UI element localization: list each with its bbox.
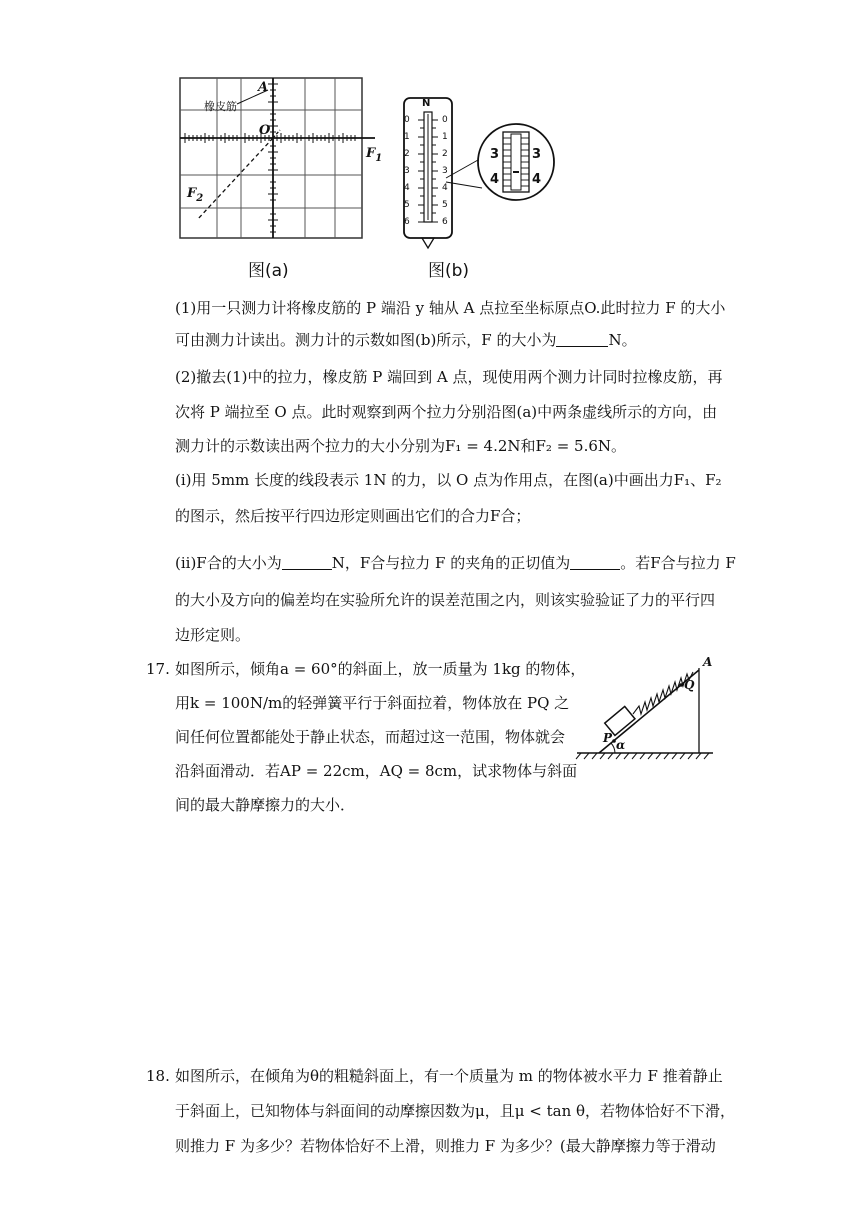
zoom-tick-4-right: 4 (532, 172, 542, 187)
q18-line1: 如图所示，在倾角为θ的粗糙斜面上，有一个质量为 m 的物体被水平力 F 推着静止 (175, 1067, 723, 1085)
rubber-band-label: 橡皮筋 (204, 100, 237, 113)
q16-part-i-line2: 的图示，然后按平行四边形定则画出它们的合力F合； (175, 507, 531, 525)
figure-a-grid (175, 70, 390, 245)
q17-line3: 间任何位置都能处于静止状态，而超过这一范围，物体就会 (175, 728, 566, 746)
q16-part-ii-line1: (ii)F合的大小为 N，F合与拉力 F 的夹角的正切值为 。若F合与拉力 F (175, 554, 736, 572)
q16-part1-line1: (1)用一只测力计将橡皮筋的 P 端沿 y 轴从 A 点拉至坐标原点O.此时拉力 F 的大小 (175, 299, 726, 317)
zoom-tick-3-left: 3 (490, 147, 500, 162)
scale-left-ticks: 0 1 2 3 4 5 6 (404, 115, 410, 227)
zoom-tick-4-left: 4 (490, 172, 500, 187)
incline-angle-alpha: α (616, 738, 626, 752)
incline-point-q: Q (684, 678, 695, 692)
q16-part-ii-line3: 边形定则。 (175, 626, 251, 644)
q16-part2-line3: 测力计的示数读出两个拉力的大小分别为F₁ = 4.2N和F₂ = 5.6N。 (175, 437, 627, 455)
q17-line2: 用k = 100N/m的轻弹簧平行于斜面拉着，物体放在 PQ 之 (175, 694, 570, 712)
q16-part1-line2: 可由测力计读出。测力计的示数如图(b)所示，F 的大小为 N。 (175, 331, 637, 349)
q16-part-ii-line2: 的大小及方向的偏差均在实验所允许的误差范围之内，则该实验验证了力的平行四 (175, 591, 716, 609)
force-f1-label: $F_1$ (366, 146, 383, 164)
q18-line3: 则推力 F 为多少？若物体恰好不上滑，则推力 F 为多少？(最大静摩擦力等于滑动 (175, 1137, 716, 1155)
q17-line5: 间的最大静摩擦力的大小． (175, 796, 356, 814)
q16-part-i-line1: (i)用 5mm 长度的线段表示 1N 的力，以 O 点为作用点，在图(a)中画出力F₁、F₂ (175, 471, 722, 489)
point-a-label: A (258, 80, 269, 95)
scale-right-ticks: 0 1 2 3 4 5 6 (442, 115, 448, 227)
point-o-label: O (259, 123, 271, 138)
q16-part2-line2: 次将 P 端拉至 O 点。此时观察到两个拉力分别沿图(a)中两条虚线所示的方向，由 (175, 403, 718, 421)
incline-diagram (575, 650, 715, 765)
q17-line4: 沿斜面滑动．若AP = 22cm，AQ = 8cm，试求物体与斜面 (175, 762, 578, 780)
zoom-tick-3-right: 3 (532, 147, 542, 162)
q18-number: 18. (146, 1067, 170, 1085)
figure-a-caption: 图(a) (248, 261, 289, 281)
incline-point-a: A (703, 655, 713, 669)
answer-blank[interactable] (282, 555, 332, 570)
scale-unit-label: N (422, 98, 431, 109)
q17-number: 17. (146, 660, 170, 678)
force-f2-label: $F_2$ (187, 186, 204, 204)
answer-blank[interactable] (570, 555, 620, 570)
q16-part2-line1: (2)撤去(1)中的拉力，橡皮筋 P 端回到 A 点，现使用两个测力计同时拉橡皮筋，再 (175, 368, 723, 386)
q17-line1: 如图所示，倾角a = 60°的斜面上，放一质量为 1kg 的物体， (175, 660, 586, 678)
answer-blank[interactable] (556, 332, 608, 347)
q18-line2: 于斜面上，已知物体与斜面间的动摩擦因数为μ，且μ < tan θ，若物体恰好不下滑， (175, 1102, 736, 1120)
incline-point-p: P (603, 731, 613, 745)
figure-b-caption: 图(b) (428, 261, 470, 281)
